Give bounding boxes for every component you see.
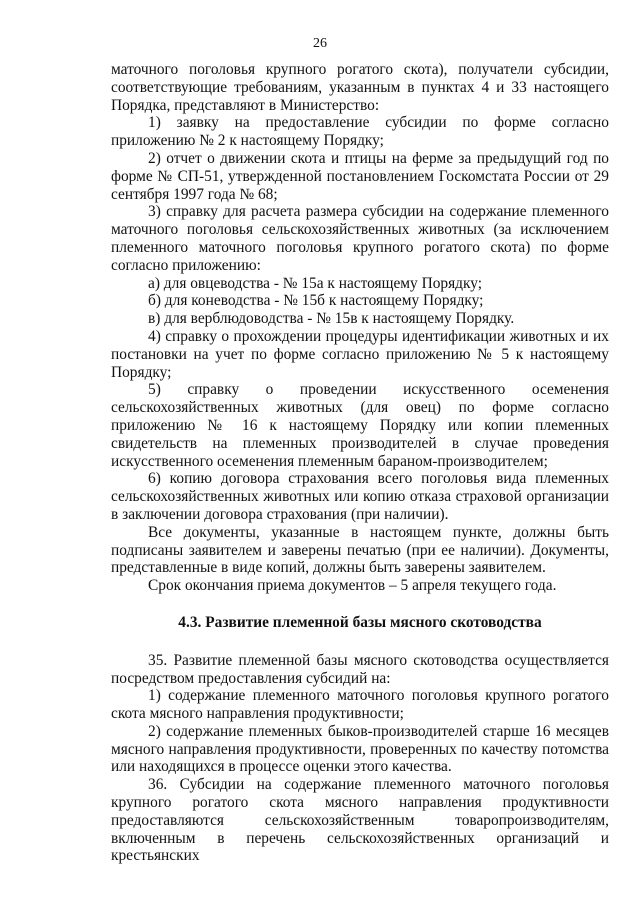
list-item-identification-certificate: 4) справку о прохождении процедуры идентификации животных и их постановки на учет по форме согласно приложению № 5 к настоящему Порядку;	[111, 327, 609, 381]
list-item-livestock-report: 2) отчет о движении скота и птицы на ферме за предыдущий год по форме № СП-51, утвержденной постановлением Госкомстата России от 29 сентября 1997 года № 68;	[111, 149, 609, 203]
document-body	[111, 61, 609, 865]
list-item-maternal-herd: 1) содержание племенного маточного поголовья крупного рогатого скота мясного направления продуктивности;	[111, 687, 609, 723]
list-item-insurance-contract: 6) копию договора страхования всего поголовья вида племенных сельскохозяйственных животных или копию отказа страховой организации в заключении договора страхования (при наличии).	[111, 470, 609, 523]
list-item-application: 1) заявку на предоставление субсидии по форме согласно приложению № 2 к настоящему Порядку;	[111, 114, 609, 150]
paragraph-signature-requirement: Все документы, указанные в настоящем пункте, должны быть подписаны заявителем и заверены печатью (при ее наличии). Документы, представленные в виде копий, должны быть заверены заявителем.	[111, 523, 609, 577]
paragraph-deadline: Срок окончания приема документов – 5 апреля текущего года.	[148, 577, 557, 595]
list-item-subsidy-certificate: 3) справку для расчета размера субсидии на содержание племенного маточного поголовья сельскохозяйственных животных (за исключением племенного маточного поголовья крупного рогатого скота) по форме согласно приложению:	[111, 203, 609, 274]
list-item-horse-breeding: б) для коневодства - № 15б к настоящему Порядку;	[148, 292, 484, 310]
list-item-breeding-bulls: 2) содержание племенных быков-производителей старше 16 месяцев мясного направления продуктивности, проверенных по качеству потомства или находящихся в процессе оценки этого качества.	[111, 722, 609, 776]
section-heading: 4.3. Развитие племенной базы мясного скотоводства	[178, 613, 542, 631]
list-item-camel-breeding: в) для верблюдоводства - № 15в к настоящему Порядку.	[148, 310, 515, 328]
list-item-sheep-breeding: а) для овцеводства - № 15а к настоящему Порядку;	[148, 274, 483, 292]
list-item-insemination-certificate: 5) справку о проведении искусственного осеменения сельскохозяйственных животных (для овец) по форме согласно приложению № 16 к настоящему Порядку или копии племенных свидетельств на племенных производителей в случае проведения искусственного осеменения племенным бараном-производителем;	[111, 381, 609, 470]
paragraph-item-36: 36. Субсидии на содержание племенного маточного поголовья крупного рогатого скота мясного направления продуктивности предоставляются сельскохозяйственным товаропроизводителям, включенным в перечень сельскохозяйственных организаций и крестьянских	[111, 776, 609, 865]
paragraph-continuation: маточного поголовья крупного рогатого скота), получатели субсидии, соответствующие требованиям, указанным в пунктах 4 и 33 настоящего Порядка, представляют в Министерство:	[111, 61, 609, 114]
paragraph-item-35: 35. Развитие племенной базы мясного скотоводства осуществляется посредством предоставления субсидий на:	[111, 651, 609, 687]
page-number: 26	[313, 36, 327, 51]
